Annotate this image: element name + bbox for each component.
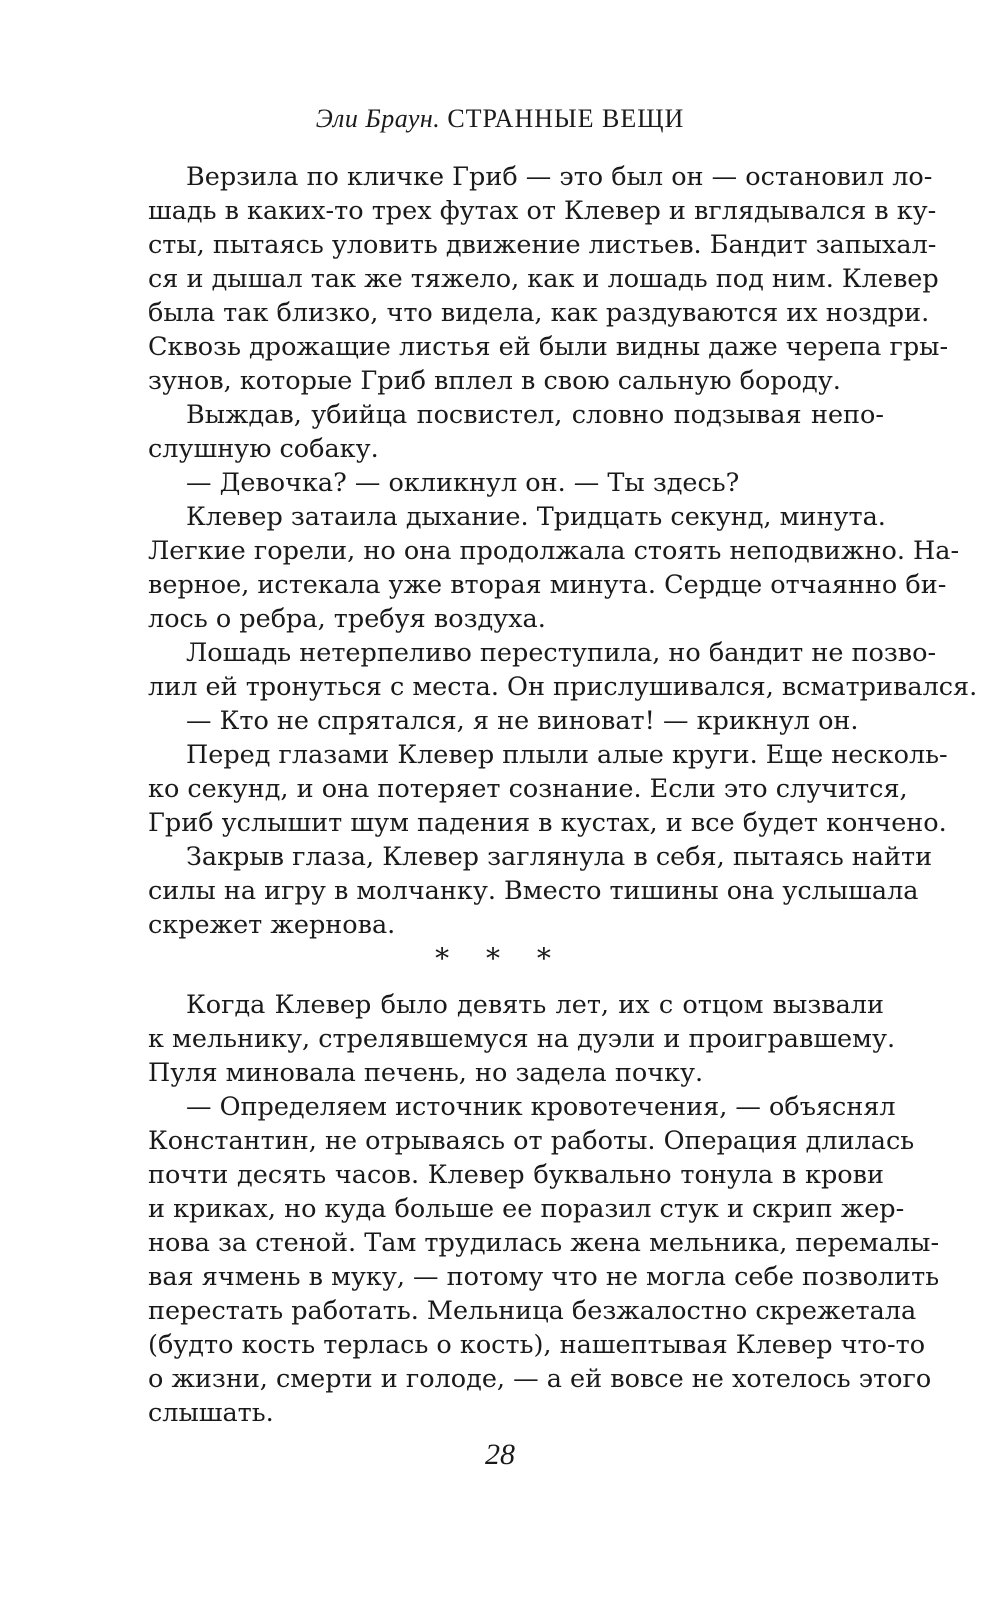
text-line: лось о ребра, требуя воздуха. bbox=[148, 604, 546, 634]
text-line: и криках, но куда больше ее поразил стук и скрип жер- bbox=[148, 1194, 905, 1224]
text-line: — Девочка? — окликнул он. — Ты здесь? bbox=[186, 468, 740, 498]
text-line: ко секунд, и она потеряет сознание. Если это случится, bbox=[148, 774, 908, 804]
text-line: слушную собаку. bbox=[148, 434, 379, 464]
text-line: зунов, которые Гриб вплел в свою сальную бороду. bbox=[148, 366, 841, 396]
text-line: почти десять часов. Клевер буквально тонула в крови bbox=[148, 1160, 884, 1190]
text-line: Сквозь дрожащие листья ей были видны даже черепа гры- bbox=[148, 332, 949, 362]
text-line: к мельнику, стрелявшемуся на дуэли и проигравшему. bbox=[148, 1024, 896, 1054]
text-line: шадь в каких-то трех футах от Клевер и вглядывался в ку- bbox=[148, 196, 937, 226]
text-section-two bbox=[148, 988, 940, 1430]
text-line: Когда Клевер было девять лет, их с отцом вызвали bbox=[186, 990, 884, 1020]
text-line: Константин, не отрываясь от работы. Операция длилась bbox=[148, 1126, 915, 1156]
text-line: сты, пытаясь уловить движение листьев. Бандит запыхал- bbox=[148, 230, 937, 260]
running-head-title: СТРАННЫЕ ВЕЩИ bbox=[447, 104, 685, 133]
text-line: Пуля миновала печень, но задела почку. bbox=[148, 1058, 704, 1088]
running-head-author: Эли Браун. bbox=[315, 104, 441, 133]
text-line: Гриб услышит шум падения в кустах, и все будет кончено. bbox=[148, 808, 947, 838]
text-line: (будто кость терлась о кость), нашептывая Клевер что-то bbox=[148, 1330, 926, 1360]
text-line: Выждав, убийца посвистел, словно подзывая непо- bbox=[186, 400, 884, 430]
text-line: верное, истекала уже вторая минута. Сердце отчаянно би- bbox=[148, 570, 947, 600]
text-line: Лошадь нетерпеливо переступила, но бандит не позво- bbox=[186, 638, 937, 668]
text-line: ся и дышал так же тяжело, как и лошадь под ним. Клевер bbox=[148, 264, 939, 294]
text-line: Верзила по кличке Гриб — это был он — остановил ло- bbox=[186, 162, 933, 192]
text-line: была так близко, что видела, как раздуваются их ноздри. bbox=[148, 298, 930, 328]
text-line: Закрыв глаза, Клевер заглянула в себя, пытаясь найти bbox=[186, 842, 933, 872]
text-line: лил ей тронуться с места. Он прислушивался, всматривался. bbox=[148, 672, 978, 702]
text-line: силы на игру в молчанку. Вместо тишины она услышала bbox=[148, 876, 919, 906]
text-line: Клевер затаила дыхание. Тридцать секунд, минута. bbox=[186, 502, 886, 532]
section-separator: * * * bbox=[435, 942, 565, 975]
text-line: слышать. bbox=[148, 1398, 274, 1428]
page-number: 28 bbox=[485, 1438, 515, 1471]
text-line: скрежет жернова. bbox=[148, 910, 396, 940]
text-line: вая ячмень в муку, — потому что не могла себе позволить bbox=[148, 1262, 940, 1292]
text-section-one bbox=[148, 160, 978, 942]
text-line: нова за стеной. Там трудилась жена мельника, перемалы- bbox=[148, 1228, 940, 1258]
text-line: — Кто не спрятался, я не виноват! — крикнул он. bbox=[186, 706, 859, 736]
running-head bbox=[0, 104, 1000, 134]
text-line: о жизни, смерти и голоде, — а ей вовсе не хотелось этого bbox=[148, 1364, 932, 1394]
text-line: перестать работать. Мельница безжалостно скрежетала bbox=[148, 1296, 917, 1326]
text-line: Легкие горели, но она продолжала стоять неподвижно. На- bbox=[148, 536, 960, 566]
text-line: — Определяем источник кровотечения, — объяснял bbox=[186, 1092, 896, 1122]
text-line: Перед глазами Клевер плыли алые круги. Еще несколь- bbox=[186, 740, 948, 770]
